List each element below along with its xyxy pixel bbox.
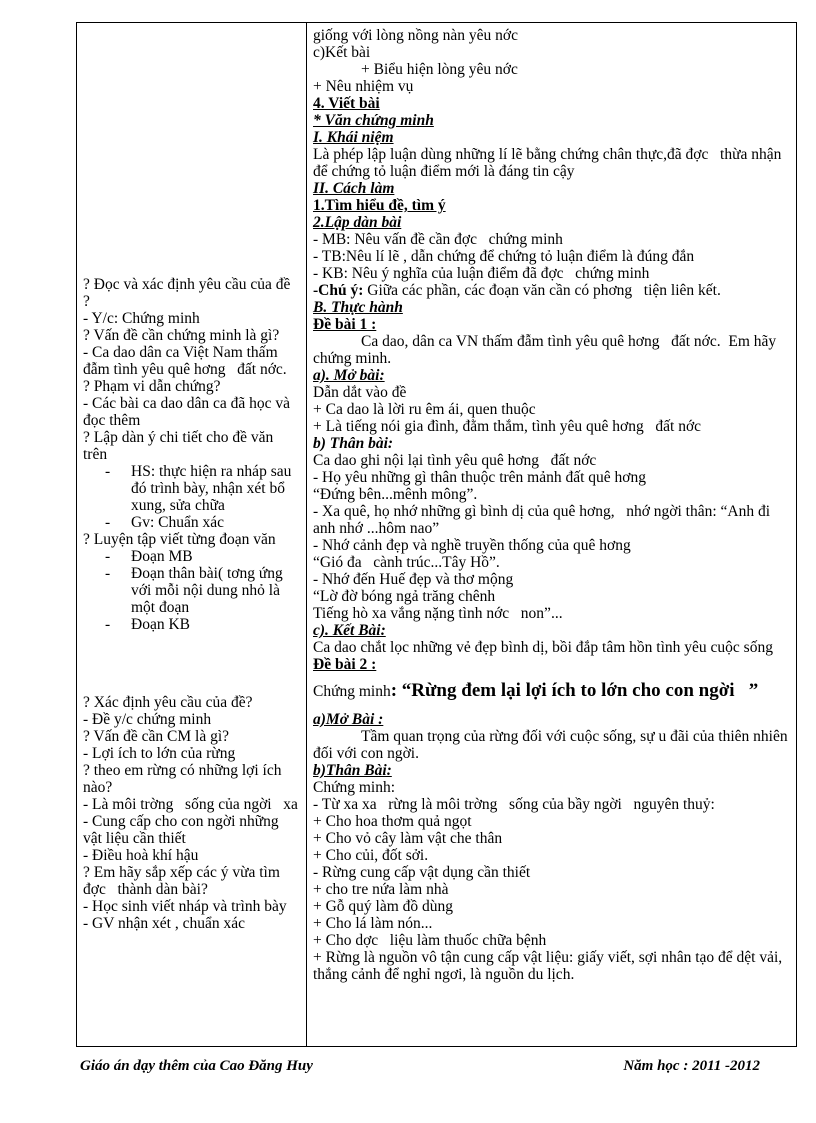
left-line: ? Xác định yêu cầu của đề? [83, 694, 253, 711]
left-line: - Y/c: Chứng minh [83, 310, 200, 327]
left-line: - GV nhận xét , chuẩn xác [83, 915, 245, 932]
left-line: - Học sinh viết nháp và trình bày [83, 898, 287, 915]
left-line: ? Đọc và xác định yêu cầu của đề ? [83, 276, 295, 310]
left-dash-item: - HS: thực hiện ra nháp sau đó trình bày, nhận xét bổ xung, sửa chữa [105, 463, 292, 514]
exercise-prompt [313, 679, 789, 703]
content-line: “Đứng bên...mênh mông”. [313, 486, 478, 503]
content-line: + Là tiếng nói gia đình, đằm thắm, tình yêu quê hơng đất nớc [313, 418, 702, 435]
note-paragraph [313, 282, 789, 299]
left-line: ? Em hãy sắp xếp các ý vừa tìm đợc thành dàn bài? [83, 864, 284, 898]
section-heading: 2.Lập dàn bài [313, 214, 402, 231]
lesson-table [76, 22, 797, 1047]
content-line: Ca dao ghi nội lại tình yêu quê hơng đất nớc [313, 452, 597, 469]
left-line: ? theo em rừng có những lợi ích nào? [83, 762, 286, 796]
content-line: - Xa quê, họ nhớ những gì bình dị của quê hơng, nhớ ngời thân: “Anh đi anh nhớ ...hôm nao” [313, 503, 774, 537]
content-line: Dẫn dắt vào đề [313, 384, 407, 401]
content-line: - Từ xa xa rừng là môi trờng sống của bầy ngời nguyên thuỷ: [313, 796, 715, 813]
left-dash-item: - Đoạn MB [105, 548, 193, 565]
content-line: Tiếng hò xa vắng nặng tình nớc non”... [313, 605, 563, 622]
left-part1 [83, 276, 300, 633]
left-line: - Là môi trờng sống của ngời xa [83, 796, 298, 813]
content-line: + Cho lá làm nón... [313, 915, 433, 932]
content-line: + cho tre nứa làm nhà [313, 881, 449, 898]
exercise-heading: Đề bài 1 : [313, 316, 377, 333]
left-dash-item: - Đoạn KB [105, 616, 190, 633]
left-line: ? Vấn đề cần CM là gì? [83, 728, 230, 745]
content-line: + Gỗ quý làm đồ dùng [313, 898, 454, 915]
note-text: Giữa các phần, các đoạn văn cần có phơng tiện liên kết. [363, 282, 721, 299]
lesson-content-column [307, 23, 797, 983]
content-line: - KB: Nêu ý nghĩa của luận điểm đã đợc chứng minh [313, 265, 650, 282]
subsection-heading: a). Mở bài: [313, 367, 385, 384]
subsection-heading: b)Thân Bài: [313, 762, 392, 779]
subsection-heading: b) Thân bài: [313, 435, 394, 452]
left-dash-item: - Gv: Chuẩn xác [105, 514, 224, 531]
section-heading: II. Cách làm [313, 180, 395, 197]
section-heading: * Văn chứng minh [313, 112, 434, 129]
content-paragraph: Ca dao chắt lọc những vẻ đẹp bình dị, bồi đắp tâm hồn tình yêu cuộc sống [313, 639, 773, 656]
subsection-heading: c). Kết Bài: [313, 622, 386, 639]
page-footer [80, 1058, 760, 1080]
left-line: - Điều hoà khí hậu [83, 847, 199, 864]
content-line: - Họ yêu những gì thân thuộc trên mảnh đất quê hơng [313, 469, 646, 486]
content-paragraph: Tầm quan trọng của rừng đối với cuộc sống, sự u đãi của thiên nhiên đối với con ngời. [313, 728, 792, 762]
teacher-questions-column [77, 23, 306, 932]
left-spacer-top [83, 23, 300, 276]
content-line: + Nêu nhiệm vụ [313, 78, 414, 95]
content-line: - Nhớ đến Huế đẹp và thơ mộng [313, 571, 514, 588]
exercise-heading: Đề bài 2 : [313, 656, 377, 673]
section-heading: I. Khái niệm [313, 129, 394, 146]
left-line: - Đề y/c chứng minh [83, 711, 212, 728]
exercise-prefix: Chứng minh [313, 683, 391, 700]
content-line: + Cho dợc liệu làm thuốc chữa bệnh [313, 932, 547, 949]
content-line: - Rừng cung cấp vật dụng cần thiết [313, 864, 531, 881]
section-heading: 4. Viết bài [313, 95, 380, 112]
content-paragraph: Là phép lập luận dùng những lí lẽ bằng chứng chân thực,đã đợc thừa nhận để chứng tỏ luận điểm mới là đáng tin cậy [313, 146, 786, 180]
left-line: ? Luyện tập viết từng đoạn văn [83, 531, 276, 548]
left-part2 [83, 694, 300, 932]
left-line: - Ca dao dân ca Việt Nam thấm đẫm tình yêu quê hơng đất nớc. [83, 344, 287, 378]
content-line: + Biểu hiện lòng yêu nớc [361, 61, 518, 78]
section-heading: B. Thực hành [313, 299, 403, 316]
left-line: ? Vấn đề cần chứng minh là gì? [83, 327, 280, 344]
content-line: “Gió đa cành trúc...Tây Hồ”. [313, 554, 500, 571]
content-line: + Rừng là nguồn vô tận cung cấp vật liệu: giấy viết, sợi nhân tạo để dệt vải, thắng cảnh để nghỉ ngơi, là nguồn du lịch. [313, 949, 787, 983]
left-dash-item: - Đoạn thân bài( tơng ứng với mỗi nội dung nhỏ là một đoạn [105, 565, 283, 616]
subsection-heading: a)Mở Bài : [313, 711, 384, 728]
left-line: - Các bài ca dao dân ca đã học và đọc thêm [83, 395, 294, 429]
note-label: -Chú ý: [313, 282, 364, 299]
content-line: + Ca dao là lời ru êm ái, quen thuộc [313, 401, 536, 418]
left-line: - Lợi ích to lớn của rừng [83, 745, 236, 762]
content-line: - MB: Nêu vấn đề cần đợc chứng minh [313, 231, 563, 248]
content-line: + Cho vỏ cây làm vật che thân [313, 830, 503, 847]
left-line: ? Phạm vi dẫn chứng? [83, 378, 221, 395]
footer-author: Giáo án dạy thêm của Cao Đăng Huy [80, 1058, 313, 1074]
content-line: + Cho củi, đốt sởi. [313, 847, 429, 864]
left-spacer-mid [83, 633, 300, 694]
content-line: + Cho hoa thơm quả ngọt [313, 813, 472, 830]
content-line: “Lờ đờ bóng ngả trăng chênh [313, 588, 496, 605]
content-line: - Nhớ cảnh đẹp và nghề truyền thống của quê hơng [313, 537, 631, 554]
left-line: - Cung cấp cho con ngời những vật liệu cần thiết [83, 813, 283, 847]
section-heading: 1.Tìm hiểu đề, tìm ý [313, 197, 446, 214]
left-line: ? Lập dàn ý chi tiết cho đề văn trên [83, 429, 278, 463]
footer-school-year: Năm học : 2011 -2012 [623, 1058, 760, 1074]
content-line: c)Kết bài [313, 44, 371, 61]
exercise-quote: : “Rừng đem lại lợi ích to lớn cho con ngời ” [390, 680, 759, 701]
content-line: - TB:Nêu lí lẽ , dẫn chứng để chứng tỏ luận điểm là đúng đắn [313, 248, 695, 265]
exercise-prompt: Ca dao, dân ca VN thấm đẫm tình yêu quê hơng đất nớc. Em hãy chứng minh. [313, 333, 781, 367]
content-line: giống với lòng nồng nàn yêu nớc [313, 27, 518, 44]
content-line: Chứng minh: [313, 779, 396, 796]
